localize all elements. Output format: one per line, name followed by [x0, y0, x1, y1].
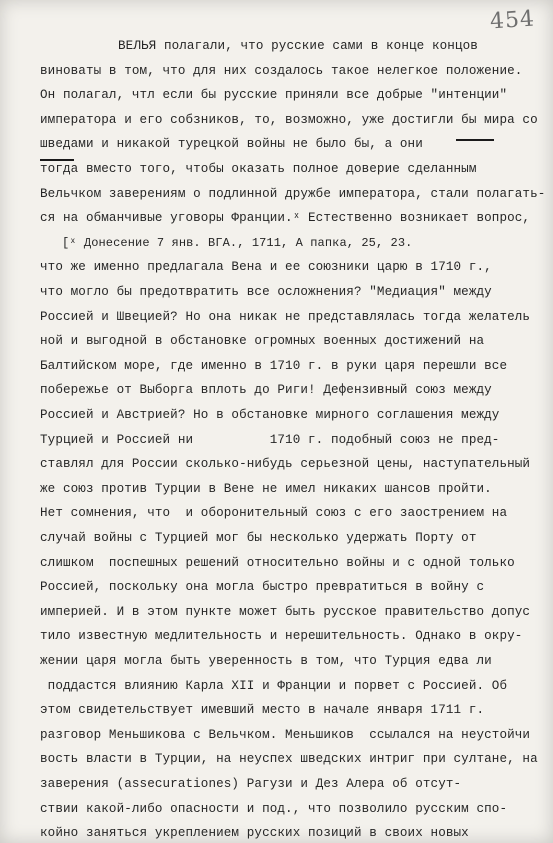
- text-line: шведами и никакой турецкой войны не было бы, а они: [40, 137, 423, 152]
- strikethrough-mark: [40, 159, 74, 161]
- text-line: ставлял для России сколько-нибудь серьезной цены, наступательный: [40, 457, 531, 472]
- text-line: что же именно предлагала Вена и ее союзники царю в 1710 г.,: [40, 260, 492, 275]
- strikethrough-mark: [456, 139, 494, 141]
- text-line: Россией и Австрией? Но в обстановке мирного соглашения между: [40, 408, 500, 422]
- text-line: что могло бы предотвратить все осложнения? "Медиация" между: [40, 285, 492, 299]
- text-line: этом свидетельствует имевший место в начале января 1711 г.: [40, 703, 485, 718]
- text-line: слишком поспешных решений относительно войны и с одной только: [40, 555, 515, 570]
- text-line: тогда вместо того, чтобы оказать полное доверие сделанным: [40, 162, 477, 176]
- text-line: [ˣ Донесение 7 янв. ВГА., 1711, А папка, 25, 23.: [62, 235, 413, 250]
- text-line: Нет сомнения, что и оборонительный союз с его заострением на: [40, 506, 508, 521]
- text-line: разговор Меньшикова с Вельчком. Меньшиков ссылался на неустойчи: [40, 727, 531, 742]
- text-line: Россией, поскольку она могла быстро превратиться в войну с: [40, 580, 485, 595]
- text-line: ной и выгодной в обстановке огромных военных достижений на: [40, 334, 485, 349]
- text-line: ствии какой-либо опасности и под., что позволило русским спо-: [40, 801, 508, 816]
- text-line: койно заняться укреплением русских позиций в своих новых: [40, 826, 469, 841]
- text-line: жении царя могла быть уверенность в том, что Турция едва ли: [40, 654, 492, 668]
- text-line: Он полагал, чтл если бы русские приняли все добрые "интенции": [40, 88, 508, 103]
- text-line: же союз против Турции в Вене не имел никаких шансов пройти.: [40, 481, 492, 496]
- text-line: побережье от Выборга вплоть до Риги! Дефензивный союз между: [40, 383, 492, 398]
- text-line: Россией и Швецией? Но она никак не представлялась тогда желатель: [40, 309, 531, 324]
- text-line: Вельчком заверениям о подлинной дружбе императора, стали полагать-: [40, 186, 546, 201]
- text-line: императора и его собзников, то, возможно, уже достигли бы мира со: [40, 112, 538, 127]
- text-line: Турцией и Россией ни 1710 г. подобный союз не пред-: [40, 432, 500, 447]
- text-line: ВЕЛЬЯ полагали, что русские сами в конце концов: [118, 39, 478, 53]
- text-line: заверения (assecurationes) Рагузи и Дез Алера об отсут-: [40, 777, 462, 791]
- text-line: поддастся влиянию Карла XII и Франции и порвет с Россией. Об: [40, 678, 508, 693]
- text-line: виноваты в том, что для них создалось такое нелегкое положение.: [40, 63, 523, 78]
- text-line: вость власти в Турции, на неуспех шведских интриг при султане, на: [40, 752, 538, 767]
- text-line: Балтийском море, где именно в 1710 г. в руки царя перешли все: [40, 358, 508, 373]
- text-line: ся на обманчивые уговоры Франции.ˣ Естественно возникает вопрос,: [40, 211, 531, 226]
- text-line: тило известную медлительность и нерешительность. Однако в окру-: [40, 629, 523, 644]
- page-number: 454: [489, 6, 536, 35]
- text-line: империей. И в этом пункте может быть русское правительство допус: [40, 604, 531, 619]
- text-line: случай войны с Турцией мог бы несколько удержать Порту от: [40, 531, 477, 545]
